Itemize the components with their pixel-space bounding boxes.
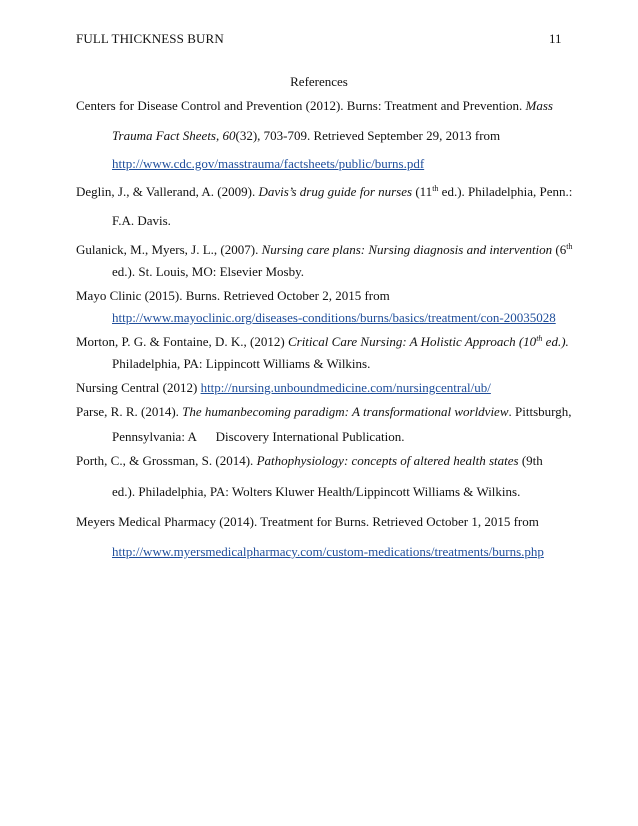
running-head: FULL THICKNESS BURN <box>76 31 224 46</box>
reference-cdc-line3 <box>112 156 424 172</box>
reference-morton-line2: Philadelphia, PA: Lippincott Williams & Wilkins. <box>112 356 371 371</box>
reference-parse-line1: Parse, R. R. (2014). The humanbecoming paradigm: A transformational worldview. Pittsburgh, <box>76 404 572 419</box>
reference-cdc-line2: Trauma Fact Sheets, 60(32), 703-709. Retrieved September 29, 2013 from <box>112 128 501 143</box>
mayo-link[interactable]: http://www.mayoclinic.org/diseases-conditions/burns/basics/treatment/con-20035028 <box>112 310 556 325</box>
meyers-link[interactable]: http://www.myersmedicalpharmacy.com/custom-medications/treatments/burns.php <box>112 544 544 559</box>
reference-parse-line2: Pennsylvania: A Discovery International Publication. <box>112 429 405 444</box>
reference-deglin-line2: F.A. Davis. <box>112 213 171 228</box>
reference-nursing-central: Nursing Central (2012) http://nursing.unboundmedicine.com/nursingcentral/ub/ <box>76 380 491 395</box>
reference-gulanick-line2: ed.). St. Louis, MO: Elsevier Mosby. <box>112 264 304 279</box>
reference-gulanick-line1: Gulanick, M., Myers, J. L., (2007). Nursing care plans: Nursing diagnosis and intervention (6th <box>76 242 573 257</box>
reference-meyers-line1: Meyers Medical Pharmacy (2014). Treatment for Burns. Retrieved October 1, 2015 from <box>76 514 539 529</box>
reference-cdc-line1: Centers for Disease Control and Prevention (2012). Burns: Treatment and Prevention. Mass <box>76 98 553 113</box>
cdc-link[interactable]: http://www.cdc.gov/masstrauma/factsheets/public/burns.pdf <box>112 156 425 171</box>
reference-mayo-line2 <box>112 310 556 326</box>
reference-morton-line1: Morton, P. G. & Fontaine, D. K., (2012) Critical Care Nursing: A Holistic Approach (10th ed.). <box>76 334 569 349</box>
page-number: 11 <box>549 31 562 46</box>
nursing-central-link[interactable]: http://nursing.unboundmedicine.com/nursingcentral/ub/ <box>200 380 491 395</box>
reference-mayo-line1: Mayo Clinic (2015). Burns. Retrieved October 2, 2015 from <box>76 288 390 303</box>
reference-deglin-line1: Deglin, J., & Vallerand, A. (2009). Davis’s drug guide for nurses (11th ed.). Philadelphia, Penn.: <box>76 184 573 199</box>
references-heading: References <box>290 74 348 89</box>
reference-porth-line2: ed.). Philadelphia, PA: Wolters Kluwer Health/Lippincott Williams & Wilkins. <box>112 484 521 499</box>
reference-porth-line1: Porth, C., & Grossman, S. (2014). Pathophysiology: concepts of altered health states (9th <box>76 453 543 468</box>
reference-meyers-line2 <box>112 544 544 560</box>
